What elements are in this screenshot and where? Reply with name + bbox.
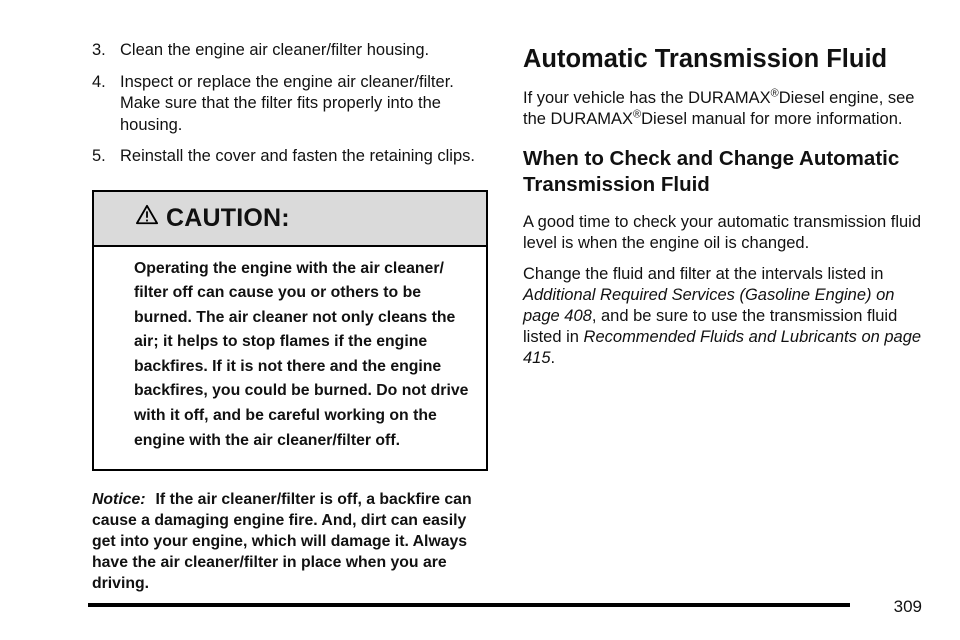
section-title: Automatic Transmission Fluid [523,45,888,73]
page-number: 309 [893,597,922,616]
step-item [92,72,488,137]
subsection-paragraph [523,264,925,369]
steps-list [92,40,488,168]
step-item [92,146,488,168]
step-text: Reinstall the cover and fasten the retaining clips. [120,147,475,165]
cross-reference-link[interactable]: Recommended Fluids and Lubricants on page 415 [523,328,922,367]
registered-mark: ® [633,108,642,121]
intro-text: Diesel engine, see the DURAMAX [523,89,915,128]
notice-text: If the air cleaner/filter is off, a backfire can cause a damaging engine fire. And, dirt can easily get into your engine, which will damage it. Always have the air cleaner/filter in place when you are driving. [92,491,472,593]
notice-label: Notice: [92,491,146,509]
caution-box [92,190,488,472]
right-column [523,44,925,379]
caution-text: Operating the engine with the air cleaner/ filter off can cause you or others to be burned. The air cleaner not only cleans the air; it helps to stop flames if the engine backfires. If it is not there and the engine backfires, you could be burned. Do not drive with it off, and be careful working on the engine with the air cleaner/filter off. [134,259,469,449]
para-text: Change the fluid and filter at the intervals listed in [523,265,884,283]
intro-text: If your vehicle has the DURAMAX [523,89,771,107]
step-number: 5. [92,147,106,165]
registered-mark: ® [770,87,779,100]
cross-reference-link[interactable]: Additional Required Services (Gasoline Engine) on page 408 [523,286,895,325]
section-intro [523,88,925,130]
step-number: 3. [92,41,106,59]
step-text: Clean the engine air cleaner/filter housing. [120,41,430,59]
caution-title: CAUTION: [166,203,290,232]
caution-header [94,192,486,247]
intro-text: Diesel manual for more information. [641,110,903,128]
subsection-paragraph: A good time to check your automatic transmission fluid level is when the engine oil is changed. [523,213,922,252]
left-column [92,40,488,594]
step-text: Inspect or replace the engine air cleaner/filter. Make sure that the filter fits properly into the housing. [120,72,454,134]
para-text: , and be sure to use the transmission fluid listed in [523,307,898,346]
footer-rule [88,603,850,607]
step-number: 4. [92,72,106,91]
step-item [92,40,488,62]
notice-paragraph [92,489,488,594]
subsection-title: When to Check and Change Automatic Transmission Fluid [523,147,900,196]
warning-triangle-icon [136,204,158,226]
para-text: . [550,349,556,367]
